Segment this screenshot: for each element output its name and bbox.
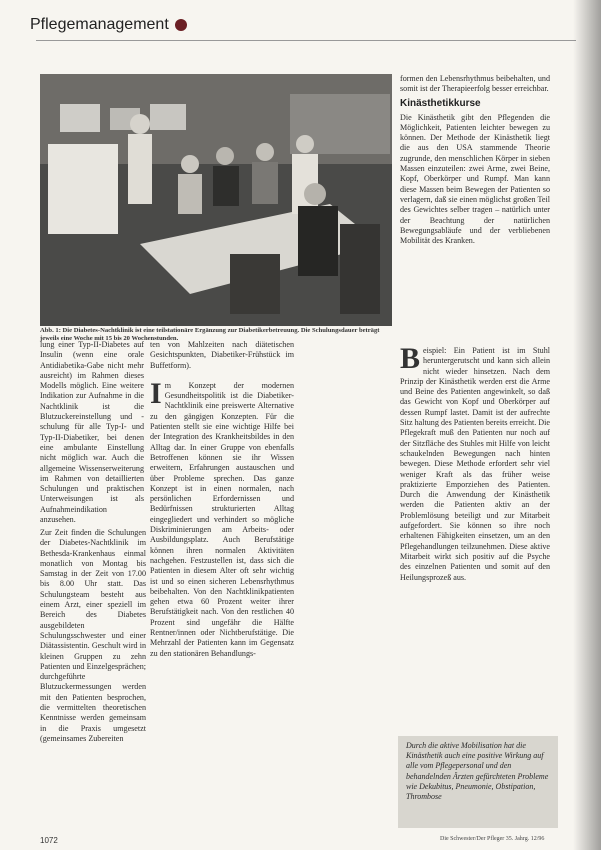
column-1-bottom [40,528,146,744]
paragraph: formen den Lebensrhythmus beibehalten, und somit ist der Therapieerfolg besser erreichbar. [400,74,550,94]
subheading: Kinästhetikkurse [400,97,481,109]
page-number: 1072 [40,836,58,845]
footer-source: Die Schwester/Der Pfleger 35. Jahrg. 12/96 [440,836,545,842]
header-rule [36,40,576,41]
paragraph: lung einer Typ-II-Diabetes auf Insulin (wenn eine orale Antidiabetika-Gabe nicht mehr ausreicht) im Rahmen dieses Modells möglich. Eine weitere Indikation zur Aufnahme in die Nachtklinik ist die Blutzuckereinstellung und -schulung für alle Typ-I- und Typ-II-Diabetiker, bei denen eine ambulante Einstellung nicht möglich war. Auch die allgemeine Wissenserweiterung im Rahmen von detaillierten Schulungen und praktischen Unterweisungen ist als Aufnahmeindikation anzusehen. [40,340,144,525]
drop-cap: I [150,376,162,410]
section-dot-icon [175,19,187,31]
highlight-box: Durch die aktive Mobilisation hat die Kinästhetik auch eine positive Wirkung auf alle vom Pflegepersonal und den behandelnden Ärzten gefürchteten Probleme wie Dekubitus, Pneumonie, Obstipation, Thrombose [398,736,558,828]
paragraph-text: eispiel: Ein Patient ist im Stuhl heruntergerutscht und kann sich allein nicht wieder hinsetzen. Nach dem Prinzip der Kinästhetik werden erst die Arme und Beine des Patienten angewinkelt, so daß das Gewicht von Kopf und Oberkörper auf dessen Rumpf lastet. Damit ist der aufrechte Sitz haltung des Patienten bereits erreicht. Die Pflegekraft muß den Patienten nur noch auf der Sitzfläche des Stuhles mit Hilfe von leicht schaukelnden Bewegungen nach hinten bewegen. Diese Methode erfordert sehr viel weniger Kraft als das früher weise praktizierte Emporziehen des Patienten. Durch die Anwendung der Kinästhetik werden die Patienten aktiv an der Problemlösung beteiligt und zur Mitarbeit aufgefordert. Sie können so ihre noch erhaltenen Fähigkeiten einsetzen, um an den Pflegehandlungen teilzunehmen. Diese aktive Mitarbeit wirkt sich positiv auf die Psyche des einzelnen Patienten und somit auf den Heilungsprozeß aus. [400,346,550,582]
section-title: Pflegemanagement [30,16,169,33]
column-1-top [40,340,144,525]
photo-illustration [40,74,392,326]
column-4-bottom [400,342,550,583]
running-header [30,10,187,40]
paragraph: Die Kinästhetik gibt den Pflegenden die Möglichkeit, Patienten leichter bewegen zu können. Der Methode der Kinästhetik liegt die aus den USA stammende Theorie zugrunde, den menschlichen Körper in sieben Massen einzuteilen: zwei Arme, zwei Beine, Kopf, Oberkörper und Rumpf. Man kann diese Massen beim Bewegen der Patienten so verlagern, daß sie einen möglichst großen Teil des Gewichtes selber tragen – natürlich unter der Beachtung der natürlichen Bewegungsabläufe und der verbliebenen Mobilität des Kranken. [400,112,550,246]
page-edge-shadow [573,0,601,850]
column-4-top [400,74,550,246]
paragraph-with-drop-cap [400,342,550,583]
paragraph-text: m Konzept der modernen Gesundheitspolitik ist die Diabetiker-Nachtklinik eine preiswerte Alternative zu den gängigen Konzepten. Für die Patienten stellt sie eine wichtige Hilfe bei der Integration des Krankheitsbildes in den Alltag dar. In einer Gruppe von ebenfalls Betroffenen können sie ihr Wissen erweitern, Erfahrungen austauschen und über Probleme sprechen. Das ganze Konzept ist in einen normalen, nach persönlichen Erfordernissen und Bedürfnissen strukturierten Alltag eingegliedert und verhindert so mögliche Diskriminierungen am Arbeits- oder Ausbildungsplatz. Auch Berufstätige können ihren normalen Aktivitäten nachgehen. Festzustellen ist, dass sich die Patienten in diesem Alter oft sehr wichtig ist und so einen sicheren Lebensrhythmus beibehalten. Von den Nachtklinikpatienten gehen etwa 60 Prozent weiter ihrer Berufstätigkeit nach. Von den restlichen 40 Prozent sind ungefähr die Hälfte Rentner/innen oder Nichtberufstätige. Die Mehrzahl der Patienten kann im Gegensatz zu den stationären Behandlungs- [150,380,294,658]
paragraph-with-drop-cap [150,376,294,659]
drop-cap: B [400,342,421,375]
photo-caption: Abb. 1: Die Diabetes-Nachtklinik ist eine teilstationäre Ergänzung zur Diabetikerbetreuung. Die Schulungsdauer beträgt jeweils eine Woche mit 15 bis 20 Wochenstunden. [40,327,380,342]
article-photo [40,74,392,326]
paragraph: ten von Mahlzeiten nach diätetischen Gesichtspunkten, Diabetiker-Frühstück im Buffetform). [150,340,294,370]
paragraph: Zur Zeit finden die Schulungen der Diabetes-Nachtklinik im Bethesda-Krankenhaus einmal monatlich von Montag bis Samstag in der Zeit von 17.00 bis 8.00 Uhr statt. Das Schulungsteam besteht aus einem Arzt, einer speziell im Bereich des Diabetes ausgebildeten Schulungsschwester und einer Diätassistentin. Geschult wird in kleinen Gruppen zu zehn Patienten und Einzelgesprächen; durchgeführte Blutzuckermessungen werden mit den Patienten besprochen, die vermittelten theoretischen Kenntnisse werden gemeinsam in die Praxis umgesetzt (gemeinsames Zubereiten [40,528,146,743]
column-2 [150,340,294,659]
